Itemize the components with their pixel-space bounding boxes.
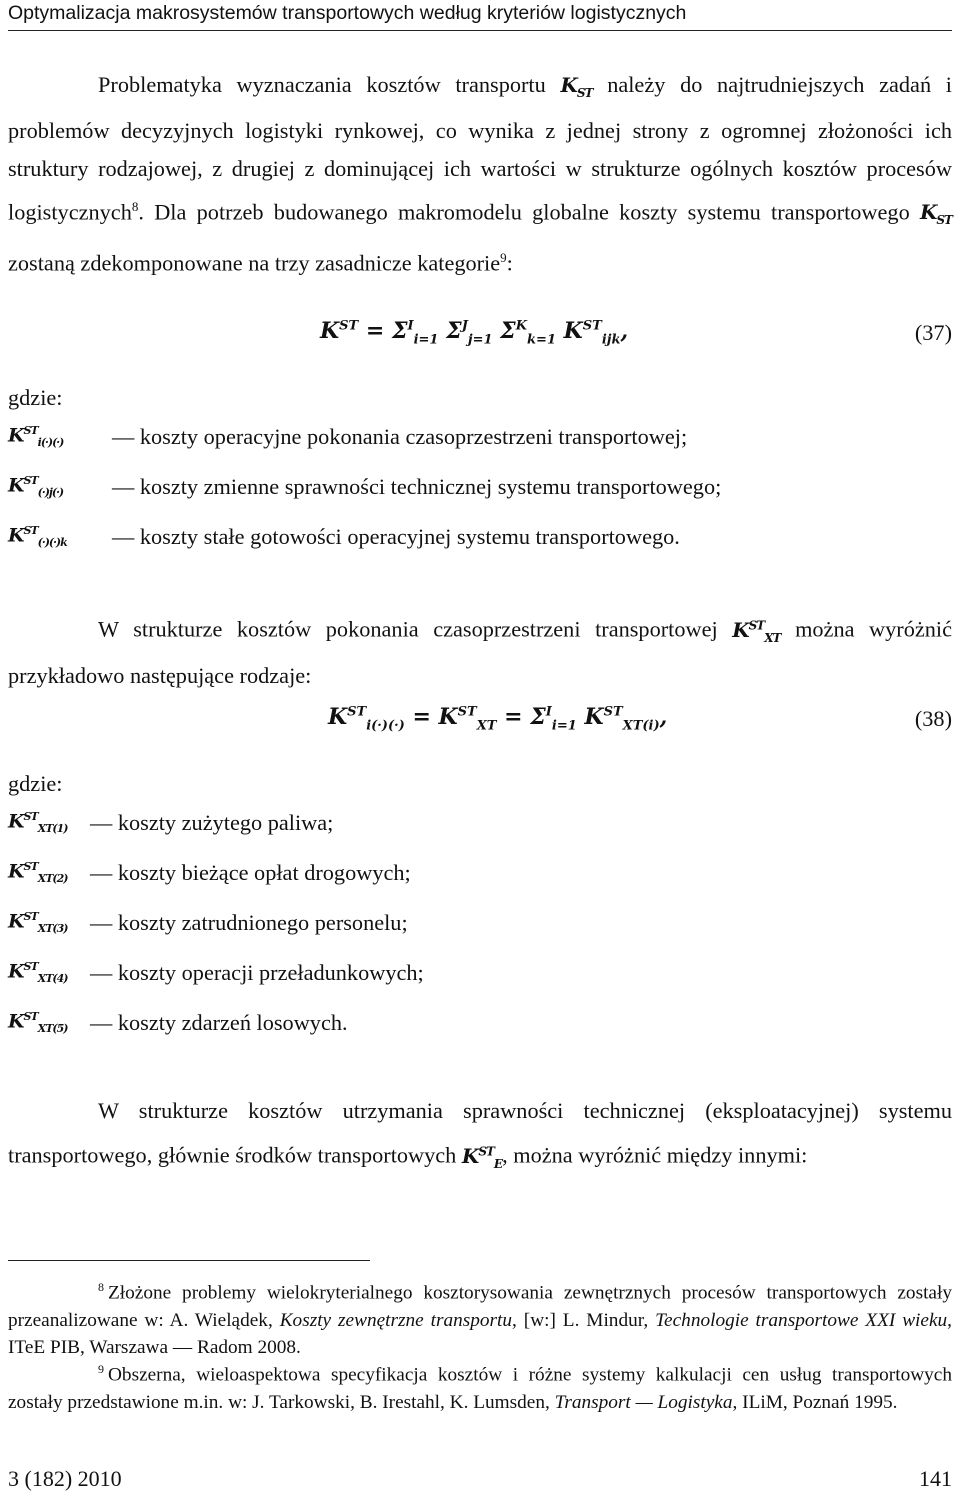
definition-text: — koszty zmienne sprawności technicznej systemu transportowego; bbox=[112, 474, 722, 499]
p2-text-a: W strukturze kosztów pokonania czasoprzestrzeni transportowej bbox=[98, 616, 718, 642]
definition-row-3 bbox=[8, 524, 952, 564]
definition-row-2 bbox=[8, 474, 952, 514]
symbol-k-xt4: $K^{ST}_{XT(4)}$ bbox=[8, 960, 68, 986]
footnote-9: $^9$ Obszerna, wieloaspektowa specyfikacja kosztów i różne systemy kalkulacji cen usług transportowych zostały przedstawione m.in. w: J. Tarkowski, B. Irestahl, K. Lumsden, Transport — Logistyka, ILiM, Poznań 1995. bbox=[8, 1362, 952, 1413]
definition-row-xt2 bbox=[8, 860, 952, 900]
definition-text: — koszty zdarzeń losowych. bbox=[90, 1010, 348, 1035]
equation-number-37: (37) bbox=[914, 320, 952, 345]
p1-text-b: należy do najtrudniejszych zadań i problemów decyzyjnych logistyki rynkowej, co wynika z jednej strony z ogromnej złożoności ich struktury rodzajowej, z drugiej z dominującej ich wartości w strukturze ogólnych kosztów procesów logistycznych bbox=[8, 72, 952, 225]
p1-text-d: zostaną zdekomponowane na trzy zasadnicze kategorie bbox=[8, 250, 501, 276]
definition-row-xt3 bbox=[8, 910, 952, 950]
footnote-number-8: 8 bbox=[98, 1280, 104, 1294]
definition-text: — koszty zużytego paliwa; bbox=[90, 810, 334, 835]
equation-38 bbox=[8, 700, 952, 744]
paragraph-spacetime-costs bbox=[8, 606, 952, 695]
symbol-kst-e: $K^{ST}_E$ bbox=[461, 1143, 503, 1171]
where-label-2: gdzie: bbox=[8, 771, 63, 796]
symbol-k-j: $K^{ST}_{(\cdot)j(\cdot)}$ bbox=[8, 474, 64, 500]
p3-text-b: , można wyróżnić między innymi: bbox=[502, 1142, 808, 1168]
symbol-k-xt1: $K^{ST}_{XT(1)}$ bbox=[8, 810, 68, 836]
definition-text: — koszty operacji przeładunkowych; bbox=[90, 960, 424, 985]
footnote-8: $^8$ Złożone problemy wielokryterialnego kosztorysowania zewnętrznych procesów transportowych zostały przeanalizowane w: A. Wielądek, Koszty zewnętrzne transportu, [w:] L. Mindur, Technologie transportowe XXI wieku, ITeE PIB, Warszawa — Radom 2008. bbox=[8, 1280, 952, 1359]
symbol-k-xt3: $K^{ST}_{XT(3)}$ bbox=[8, 910, 68, 936]
p2-text-b: można wyróżnić przykładowo następujące rodzaje: bbox=[8, 616, 953, 688]
page-number: 141 bbox=[919, 1466, 952, 1491]
formula-37: $K^{ST} = \Sigma^I_{i=1}$ $\Sigma^J_{j=1}$ $\Sigma^K_{k=1}$ $K^{ST}_{ijk}$, bbox=[320, 318, 629, 348]
symbol-kst: $K_{ST}$ bbox=[920, 200, 952, 228]
definition-row-xt1 bbox=[8, 810, 952, 850]
formula-38: $K^{ST}_{i(\cdot)(\cdot)} = K^{ST}_{XT} = \Sigma^I_{i=1}$ $K^{ST}_{XT(i)}$, bbox=[328, 704, 668, 734]
symbol-kst: $K_{ST}$ bbox=[560, 73, 593, 100]
definition-row-xt5 bbox=[8, 1010, 952, 1050]
running-header: Optymalizacja makrosystemów transportowych według kryteriów logistycznych bbox=[8, 0, 952, 31]
paragraph-technical-costs bbox=[8, 1091, 952, 1184]
definition-text: — koszty operacyjne pokonania czasoprzestrzeni transportowej; bbox=[112, 424, 688, 449]
symbol-kst-xt: $K^{ST}_{XT}$ bbox=[732, 617, 781, 645]
issue-number: 3 (182) 2010 bbox=[8, 1466, 122, 1491]
definition-text: — koszty zatrudnionego personelu; bbox=[90, 910, 408, 935]
footnote-number-9: 9 bbox=[98, 1362, 104, 1376]
definition-row-1 bbox=[8, 424, 952, 464]
definition-text: — koszty stałe gotowości operacyjnej systemu transportowego. bbox=[112, 524, 680, 549]
symbol-k-xt2: $K^{ST}_{XT(2)}$ bbox=[8, 860, 68, 886]
symbol-k-xt5: $K^{ST}_{XT(5)}$ bbox=[8, 1010, 68, 1036]
p3-text-a: W strukturze kosztów utrzymania sprawności technicznej (eksploatacyjnej) systemu transportowego, głównie środków transportowych bbox=[8, 1098, 952, 1168]
footnote-ref-8: 8 bbox=[131, 199, 139, 214]
equation-37 bbox=[8, 314, 952, 358]
symbol-k-i: $K^{ST}_{i(\cdot)(\cdot)}$ bbox=[8, 424, 64, 450]
equation-number-38: (38) bbox=[914, 706, 952, 731]
where-label-1: gdzie: bbox=[8, 385, 63, 410]
p1-text-a: Problematyka wyznaczania kosztów transportu bbox=[98, 72, 546, 97]
footnote-separator bbox=[8, 1260, 370, 1261]
footnote-ref-9: 9 bbox=[500, 250, 507, 266]
definition-text: — koszty bieżące opłat drogowych; bbox=[90, 860, 411, 885]
definition-row-xt4 bbox=[8, 960, 952, 1000]
paragraph-transport-costs: Problematyka wyznaczania kosztów transportu $K_{ST}$ należy do najtrudniejszych zadań i problemów decyzyjnych logistyki rynkowej, co wynika z jednej strony z ogromnej złożoności ich struktury rodzajowej, z drugiej z dominującej ich wartości w strukturze ogólnych kosztów procesów logistycznych$^8$. Dla potrzeb budowanego makromodelu globalne koszty systemu transportowego $K_{ST}$ zostaną zdekomponowane na trzy zasadnicze kategorie$^9$: bbox=[8, 72, 952, 276]
page-footer bbox=[8, 1466, 952, 1492]
symbol-k-k: $K^{ST}_{(\cdot)(\cdot)k}$ bbox=[8, 524, 67, 550]
p1-text-c: . Dla potrzeb budowanego makromodelu globalne koszty systemu transportowego bbox=[138, 199, 910, 225]
